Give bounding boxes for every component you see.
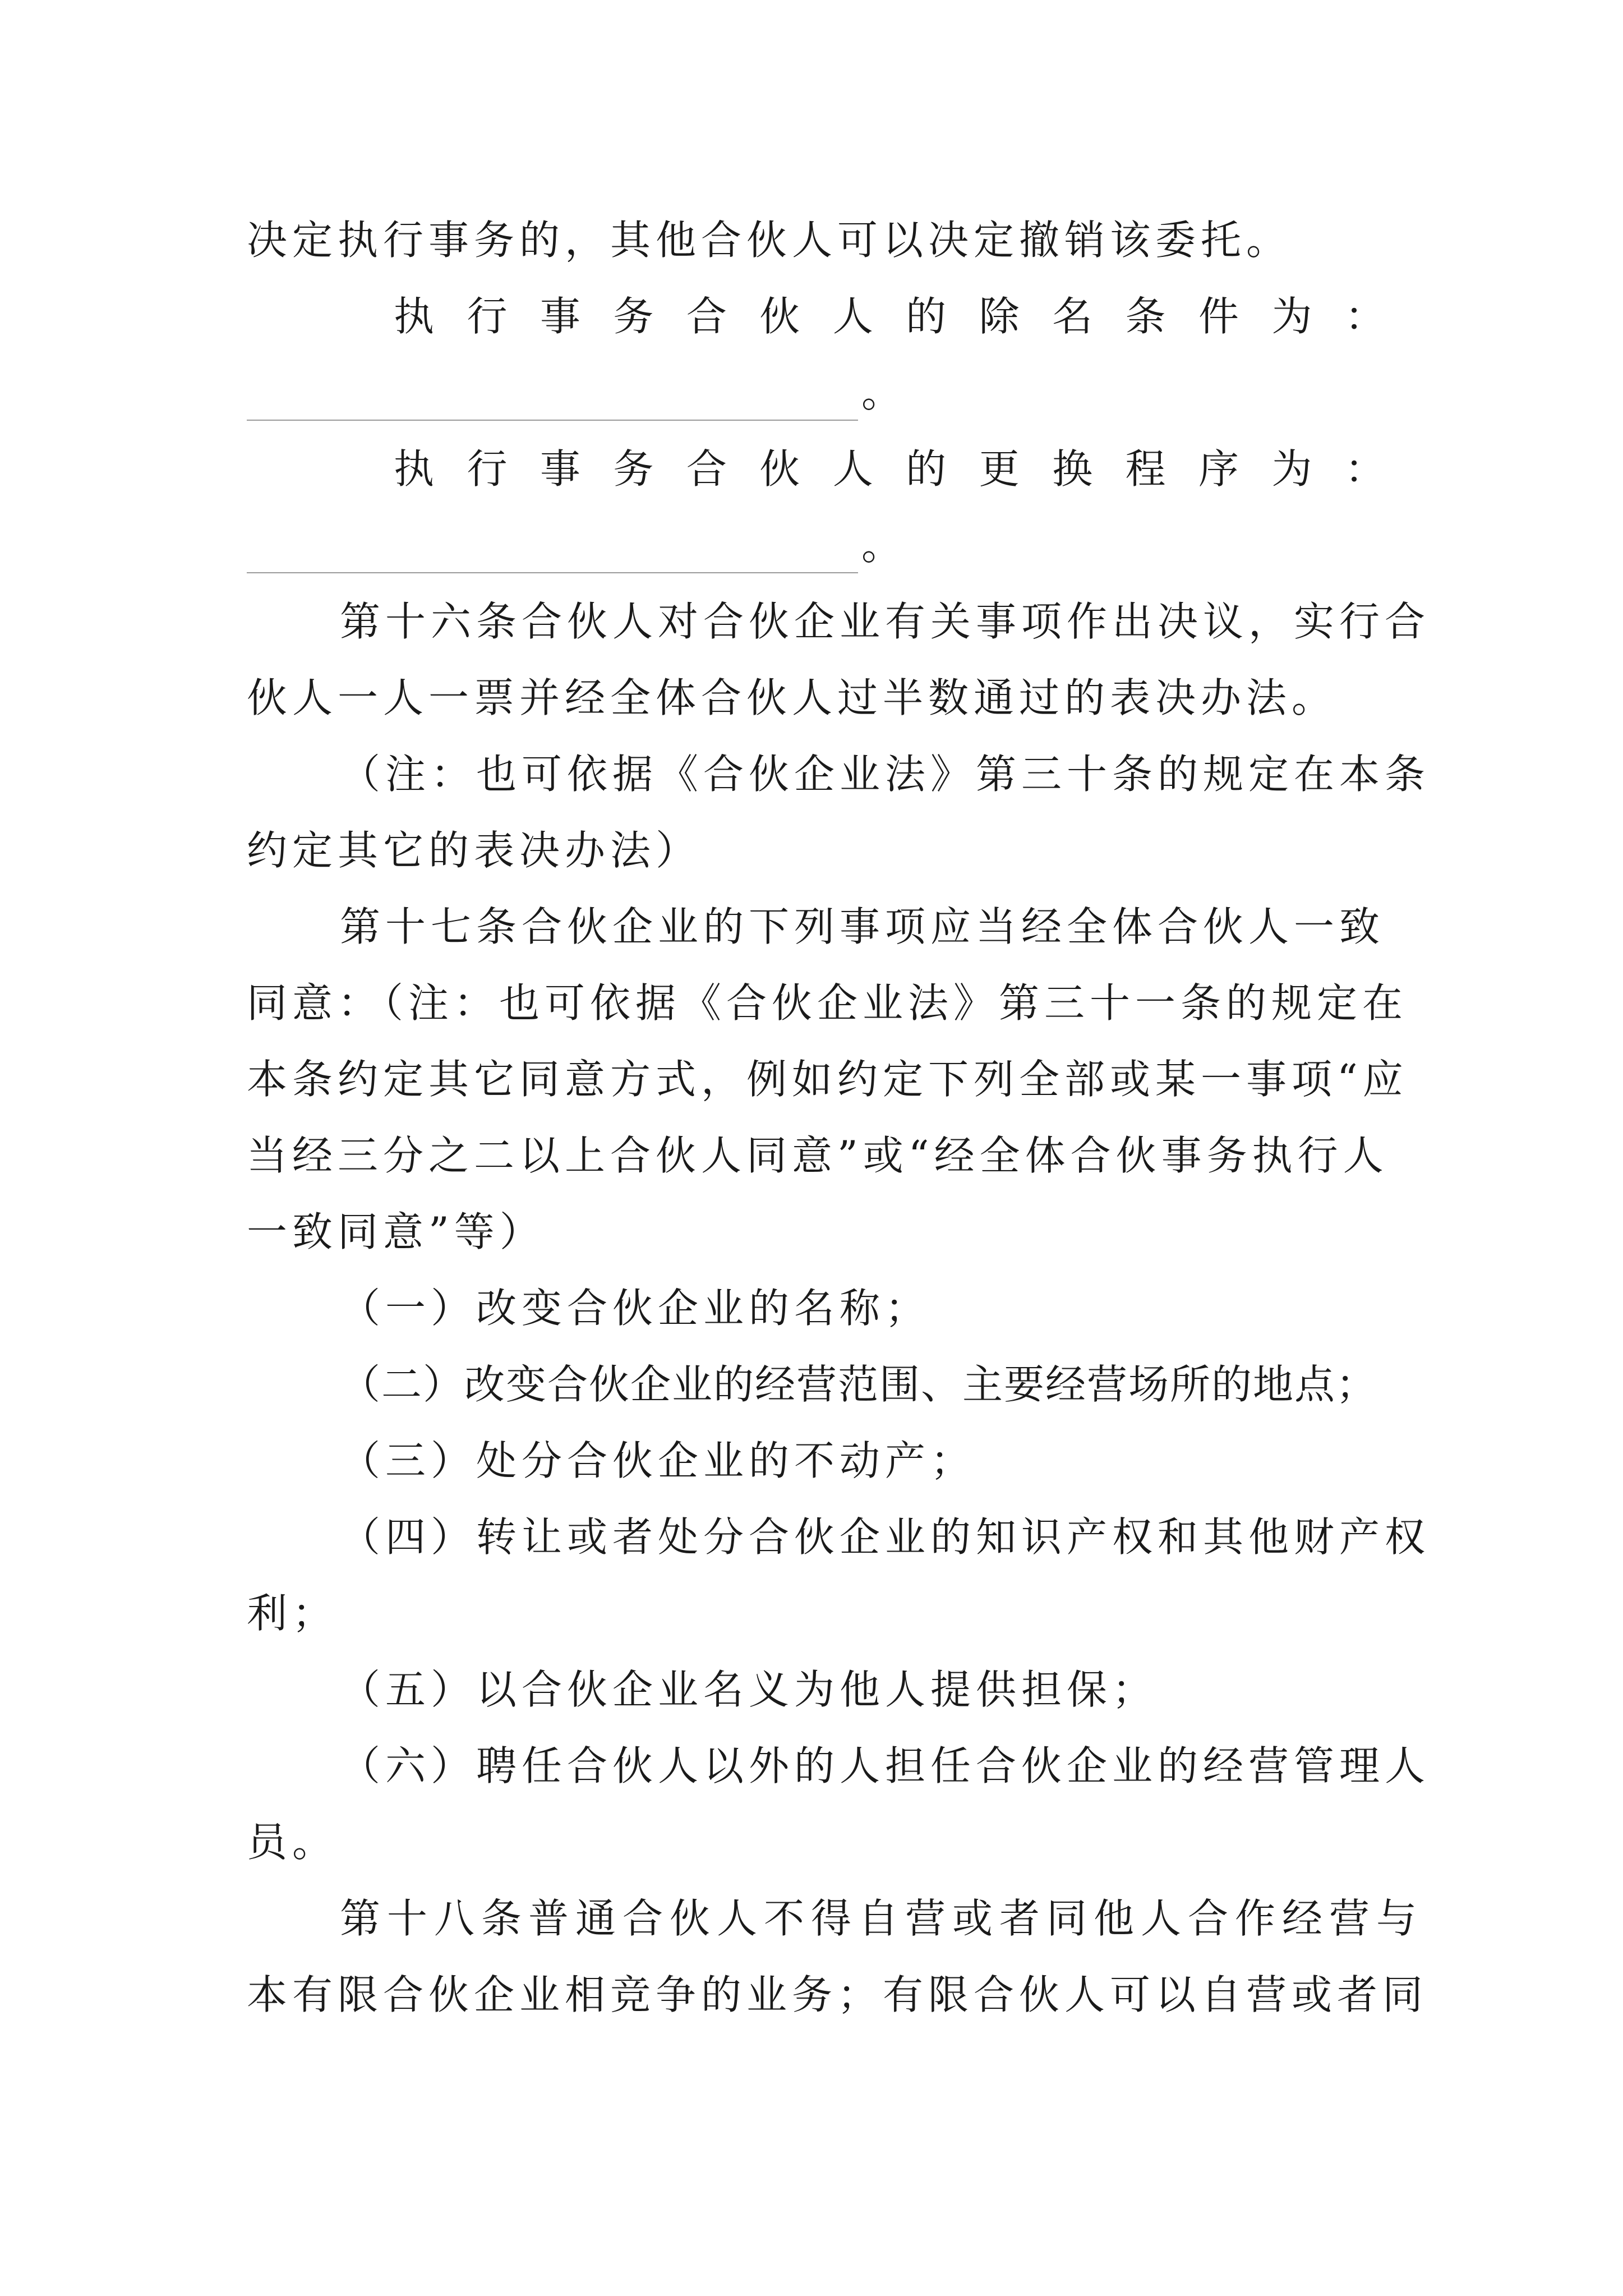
char: 合 xyxy=(686,293,727,340)
paragraph-line: 决定执行事务的，其他合伙人可以决定撤销该委托。 xyxy=(247,217,1292,264)
char: 行 xyxy=(467,445,508,493)
char: 合 xyxy=(686,445,727,493)
char: 行 xyxy=(467,293,508,340)
note-16-line-1: （注：也可依据《合伙企业法》第三十条的规定在本条 xyxy=(340,751,1431,798)
char: 人 xyxy=(832,445,873,493)
char: 名 xyxy=(1052,293,1093,340)
article-17-line-5: 一致同意”等） xyxy=(247,1208,545,1255)
fill-in-blank-2 xyxy=(247,507,1385,583)
char: ： xyxy=(1344,445,1385,493)
char: 为 xyxy=(1271,293,1312,340)
char: 除 xyxy=(979,293,1020,340)
char: 执 xyxy=(394,445,435,493)
char: 件 xyxy=(1198,293,1239,340)
list-item-1: （一）改变合伙企业的名称； xyxy=(340,1285,931,1332)
blank-underline xyxy=(247,516,858,573)
char: 的 xyxy=(906,293,947,340)
list-item-3: （三）处分合伙企业的不动产； xyxy=(340,1437,976,1484)
char: 伙 xyxy=(759,293,800,340)
note-16-line-2: 约定其它的表决办法） xyxy=(247,827,702,874)
char: 序 xyxy=(1198,445,1239,493)
list-item-2: （二）改变合伙企业的经营范围、主要经营场所的地点； xyxy=(340,1361,1378,1408)
fill-in-blank-1 xyxy=(247,355,1385,431)
list-item-4-line-2: 利； xyxy=(247,1590,338,1637)
list-item-5: （五）以合伙企业名义为他人提供担保； xyxy=(340,1666,1158,1713)
char: 为 xyxy=(1271,445,1312,493)
char: 换 xyxy=(1052,445,1093,493)
char: 更 xyxy=(979,445,1020,493)
char: ： xyxy=(1344,293,1385,340)
char: 的 xyxy=(906,445,947,493)
char: 事 xyxy=(540,293,580,340)
list-item-6-line-1: （六）聘任合伙人以外的人担任合伙企业的经营管理人 xyxy=(340,1742,1431,1789)
article-17-line-1: 第十七条合伙企业的下列事项应当经全体合伙人一致 xyxy=(340,903,1385,950)
char: 事 xyxy=(540,445,580,493)
char: 条 xyxy=(1125,293,1166,340)
char: 伙 xyxy=(759,445,800,493)
spread-heading-replacement-procedure xyxy=(247,431,1385,507)
char: 执 xyxy=(394,293,435,340)
article-17-line-3: 本条约定其它同意方式，例如约定下列全部或某一事项“应 xyxy=(247,1056,1408,1103)
char: 务 xyxy=(613,293,654,340)
blank-period: 。 xyxy=(861,522,902,569)
article-17-line-2: 同意：（注：也可依据《合伙企业法》第三十一条的规定在 xyxy=(247,979,1408,1027)
article-18-line-2: 本有限合伙企业相竞争的业务；有限合伙人可以自营或者同 xyxy=(247,1971,1428,2018)
char: 务 xyxy=(613,445,654,493)
char: 人 xyxy=(832,293,873,340)
blank-underline xyxy=(247,364,858,421)
article-16-line-1: 第十六条合伙人对合伙企业有关事项作出决议，实行合 xyxy=(340,598,1431,645)
list-item-4-line-1: （四）转让或者处分合伙企业的知识产权和其他财产权 xyxy=(340,1513,1431,1561)
blank-period: 。 xyxy=(861,369,902,416)
spread-heading-removal-conditions xyxy=(247,278,1385,355)
char: 程 xyxy=(1125,445,1166,493)
article-17-line-4: 当经三分之二以上合伙人同意”或“经全体合伙事务执行人 xyxy=(247,1132,1389,1179)
article-18-line-1: 第十八条普通合伙人不得自营或者同他人合作经营与 xyxy=(340,1895,1424,1942)
list-item-6-line-2: 员。 xyxy=(247,1819,338,1866)
document-page xyxy=(247,202,1431,2033)
article-16-line-2: 伙人一人一票并经全体合伙人过半数通过的表决办法。 xyxy=(247,674,1338,721)
